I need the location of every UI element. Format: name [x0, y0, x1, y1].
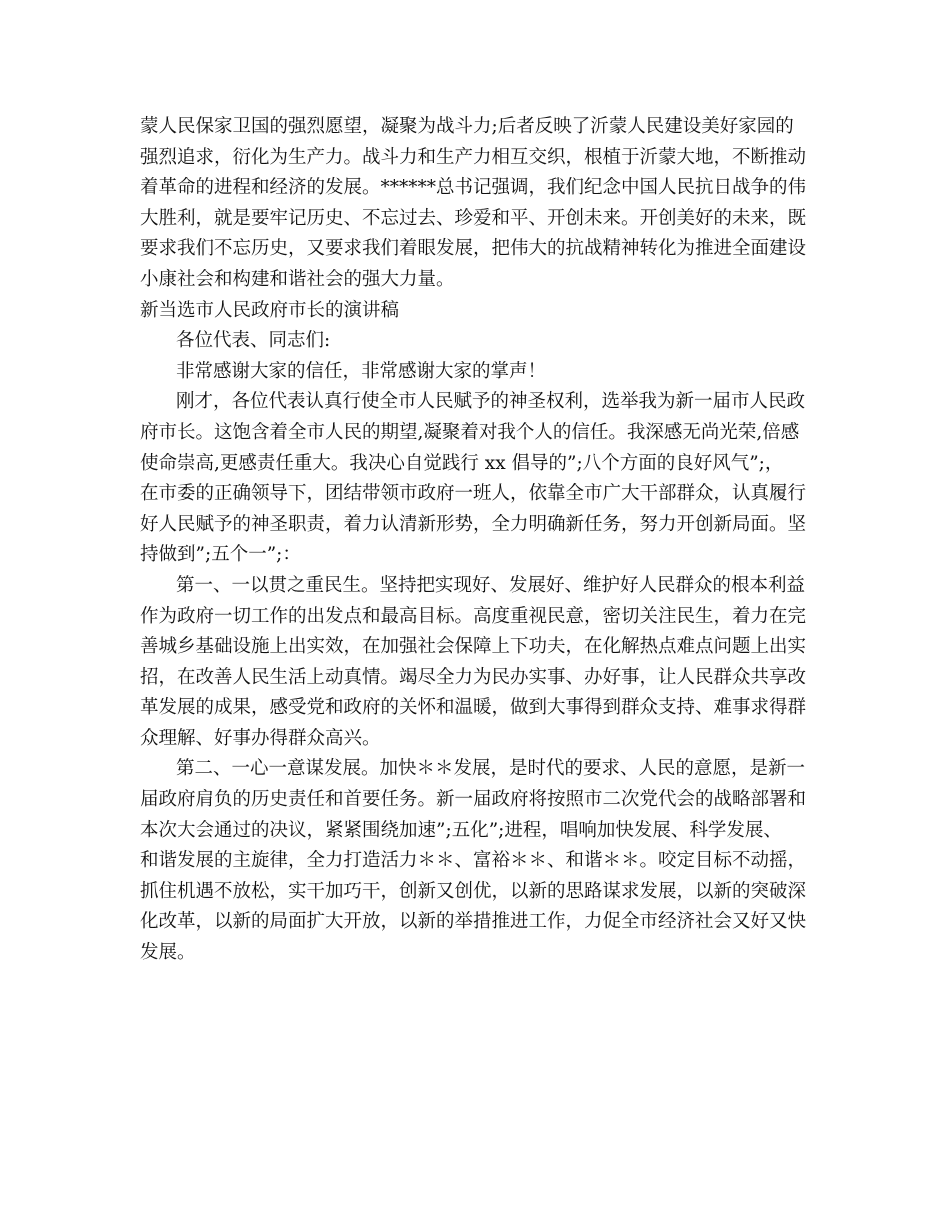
paragraph-line: 第二、一心一意谋发展。加快＊＊发展，是时代的要求、人民的意愿，是新一	[176, 758, 806, 780]
paragraph-line: 强烈追求，衍化为生产力。战斗力和生产力相互交织，根植于沂蒙大地，不断推动	[140, 146, 807, 168]
paragraph-line: 第一、一以贯之重民生。坚持把实现好、发展好、维护好人民群众的根本利益	[176, 574, 806, 596]
paragraph-line: 抓住机遇不放松，实干加巧干，创新又创优，以新的思路谋求发展，以新的突破深	[140, 880, 807, 902]
paragraph-line: 着革命的进程和经济的发展。******总书记强调，我们纪念中国人民抗日战争的伟	[140, 177, 807, 199]
paragraph-line: 非常感谢大家的信任，非常感谢大家的掌声！	[176, 360, 547, 382]
paragraph-line: 好人民赋予的神圣职责，着力认清新形势，全力明确新任务，努力开创新局面。坚	[140, 513, 807, 535]
paragraph-line: 发展。	[140, 942, 196, 964]
paragraph-line: 要求我们不忘历史，又要求我们着眼发展，把伟大的抗战精神转化为推进全面建设	[140, 238, 807, 260]
paragraph-line: 招，在改善人民生活上动真情。竭尽全力为民办实事、办好事，让人民群众共享改	[140, 666, 807, 688]
paragraph-line: 化改革，以新的局面扩大开放，以新的举措推进工作，力促全市经济社会又好又快	[140, 911, 807, 933]
paragraph-line: 在市委的正确领导下，团结带领市政府一班人，依靠全市广大干部群众，认真履行	[140, 483, 807, 505]
paragraph-line: 和谐发展的主旋律，全力打造活力＊＊、富裕＊＊、和谐＊＊。咬定目标不动摇，	[140, 850, 807, 872]
paragraph-line: 持做到”;五个一”;：	[140, 544, 301, 566]
paragraph-line: 大胜利，就是要牢记历史、不忘过去、珍爱和平、开创未来。开创美好的未来，既	[140, 207, 807, 229]
speech-title: 新当选市人民政府市长的演讲稿	[140, 299, 400, 321]
paragraph-line: 小康社会和构建和谐社会的强大力量。	[140, 268, 455, 290]
paragraph-line: 刚才，各位代表认真行使全市人民赋予的神圣权利，选举我为新一届市人民政	[176, 391, 806, 413]
paragraph-line: 蒙人民保家卫国的强烈愿望，凝聚为战斗力;后者反映了沂蒙人民建设美好家园的	[140, 116, 794, 137]
paragraph-line: 届政府肩负的历史责任和首要任务。新一届政府将按照市二次党代会的战略部署和	[140, 789, 807, 811]
salutation: 各位代表、同志们:	[176, 330, 331, 352]
paragraph-line: 众理解、好事办得群众高兴。	[140, 727, 381, 749]
paragraph-line: 府市长。这饱含着全市人民的期望,凝聚着对我个人的信任。我深感无尚光荣,倍感	[140, 421, 800, 443]
paragraph-line: 革发展的成果，感受党和政府的关怀和温暖，做到大事得到群众支持、难事求得群	[140, 697, 807, 719]
paragraph-line: 善城乡基础设施上出实效，在加强社会保障上下功夫，在化解热点难点问题上出实	[140, 636, 807, 658]
paragraph-line: 作为政府一切工作的出发点和最高目标。高度重视民意，密切关注民生，着力在完	[140, 605, 807, 627]
paragraph-line: 使命崇高,更感责任重大。我决心自觉践行 xx 倡导的”;八个方面的良好风气”;，	[140, 452, 784, 474]
paragraph-line: 本次大会通过的决议，紧紧围绕加速”;五化”;进程，唱响加快发展、科学发展、	[140, 819, 782, 841]
